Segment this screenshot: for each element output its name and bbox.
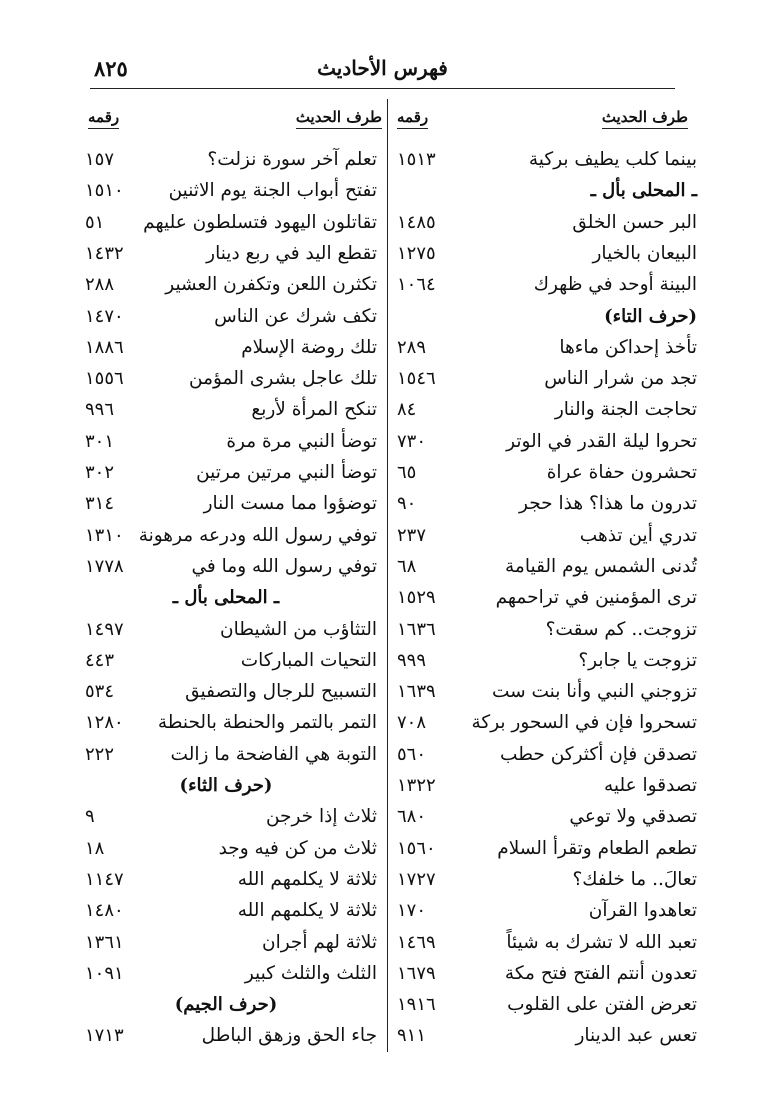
hadith-text: تقاتلون اليهود فتسلطون عليهم bbox=[143, 211, 377, 233]
hadith-entry bbox=[85, 364, 387, 394]
hadith-text: تعالَ.. ما خلفك؟ bbox=[572, 868, 697, 890]
hadith-number: ١٣٦١ bbox=[85, 931, 124, 953]
hadith-entry bbox=[387, 489, 697, 519]
hadith-text: البر حسن الخلق bbox=[572, 211, 697, 233]
hadith-entry bbox=[387, 896, 697, 926]
hadith-number: ١٨٨٦ bbox=[85, 336, 124, 358]
hadith-text: التحيات المباركات bbox=[240, 649, 377, 671]
hadith-number: ١٦٣٩ bbox=[397, 681, 436, 703]
page-title: فهرس الأحاديث bbox=[317, 56, 448, 80]
hadith-entry bbox=[387, 959, 697, 989]
hadith-text: تكف شرك عن الناس bbox=[214, 305, 377, 327]
hadith-number: ٧٣٠ bbox=[397, 430, 427, 452]
hadith-number: ٣٠٢ bbox=[85, 462, 115, 483]
hadith-number: ١٢٨٠ bbox=[85, 712, 124, 734]
hadith-entry bbox=[387, 521, 697, 551]
hadith-entry bbox=[387, 990, 697, 1020]
hadith-entry bbox=[387, 1021, 697, 1051]
hadith-number: ٢٣٧ bbox=[397, 524, 427, 546]
hadith-number: ١٠٩١ bbox=[85, 962, 124, 984]
hadith-entry bbox=[387, 395, 697, 425]
hadith-text: تعدون أنتم الفتح فتح مكة bbox=[504, 962, 697, 984]
hadith-text: تحشرون حفاة عراة bbox=[546, 462, 697, 483]
hadith-entry bbox=[85, 333, 387, 363]
hadith-entry bbox=[85, 740, 387, 770]
hadith-entry bbox=[85, 458, 387, 488]
hadith-text: تلك عاجل بشرى المؤمن bbox=[189, 368, 377, 390]
hadith-entry bbox=[387, 208, 697, 238]
hadith-entry bbox=[85, 865, 387, 895]
hadith-text: تعاهدوا القرآن bbox=[588, 900, 697, 922]
hadith-number: ٩ bbox=[85, 806, 95, 828]
hadith-entry bbox=[85, 708, 387, 738]
hadith-text: توفي رسول الله ودرعه مرهونة bbox=[138, 524, 377, 546]
hadith-entry bbox=[85, 802, 387, 832]
hadith-number: ٩٠ bbox=[397, 493, 417, 515]
hadith-entry bbox=[85, 521, 387, 551]
hadith-number: ٥٦٠ bbox=[397, 743, 427, 765]
hadith-number: ١٣٢٢ bbox=[397, 775, 436, 796]
hadith-entry bbox=[387, 364, 697, 394]
hadith-entry bbox=[387, 928, 697, 958]
hadith-number: ١٤٩٧ bbox=[85, 618, 124, 640]
hadith-text: تعرض الفتن على القلوب bbox=[507, 994, 697, 1016]
hadith-number: ١٥٤٦ bbox=[397, 368, 436, 390]
right-hadith-list bbox=[387, 0, 697, 1105]
hadith-entry bbox=[387, 427, 697, 457]
hadith-text: تفتح أبواب الجنة يوم الاثنين bbox=[168, 180, 377, 202]
hadith-number: ٥١ bbox=[85, 211, 105, 233]
hadith-number: ٦٨٠ bbox=[397, 806, 427, 828]
hadith-number: ٢٨٩ bbox=[397, 336, 427, 358]
hadith-text: التوبة هي الفاضحة ما زالت bbox=[170, 743, 377, 765]
hadith-number: ١٦٣٦ bbox=[397, 618, 436, 640]
hadith-entry bbox=[85, 677, 387, 707]
hadith-text: تنكح المرأة لأربع bbox=[251, 399, 377, 421]
hadith-number: ٥٣٤ bbox=[85, 681, 115, 703]
hadith-number: ٣١٤ bbox=[85, 493, 115, 515]
hadith-number: ١٥٥٦ bbox=[85, 368, 124, 390]
section-heading-text: (حرف الجيم) bbox=[174, 994, 278, 1016]
section-heading bbox=[85, 583, 387, 613]
hadith-text: ثلاثة لا يكلمهم الله bbox=[237, 900, 377, 922]
hadith-text: تزوجت يا جابر؟ bbox=[578, 649, 697, 671]
hadith-text: ثلاثة لا يكلمهم الله bbox=[237, 868, 377, 890]
hadith-text: تزوجني النبي وأنا بنت ست bbox=[491, 681, 697, 703]
hadith-text: توضأ النبي مرتين مرتين bbox=[196, 462, 377, 483]
hadith-entry bbox=[85, 552, 387, 582]
hadith-number: ٢٢٢ bbox=[85, 743, 115, 765]
hadith-text: تدري أين تذهب bbox=[579, 524, 697, 546]
section-heading bbox=[387, 302, 697, 332]
hadith-text: تعبد الله لا تشرك به شيئاً bbox=[506, 931, 697, 953]
hadith-entry bbox=[387, 615, 697, 645]
hadith-entry bbox=[387, 458, 697, 488]
hadith-entry bbox=[85, 646, 387, 676]
hadith-text: تعلم آخر سورة نزلت؟ bbox=[207, 149, 377, 170]
hadith-entry bbox=[85, 489, 387, 519]
hadith-entry bbox=[387, 239, 697, 269]
hadith-text: البيعان بالخيار bbox=[592, 242, 697, 264]
hadith-number: ١٠٦٤ bbox=[397, 274, 436, 296]
hadith-number: ٢٨٨ bbox=[85, 274, 115, 296]
hadith-text: التسبيح للرجال والتصفيق bbox=[185, 681, 377, 703]
hadith-text: الثلث والثلث كبير bbox=[244, 962, 377, 984]
hadith-text: توضأ النبي مرة مرة bbox=[226, 430, 377, 452]
hadith-entry bbox=[85, 176, 387, 206]
hadith-number: ٩٩٩ bbox=[397, 649, 427, 671]
hadith-number: ١٤٧٠ bbox=[85, 305, 124, 327]
hadith-number: ٦٨ bbox=[397, 555, 417, 577]
hadith-text: تصدقي ولا توعي bbox=[569, 806, 697, 828]
hadith-entry bbox=[85, 239, 387, 269]
hadith-entry bbox=[85, 834, 387, 864]
hadith-entry bbox=[85, 208, 387, 238]
hadith-text: تسحروا فإن في السحور بركة bbox=[471, 712, 697, 734]
hadith-entry bbox=[387, 677, 697, 707]
section-heading bbox=[85, 771, 387, 801]
hadith-text: بينما كلب يطيف بركية bbox=[528, 149, 697, 170]
hadith-text: ترى المؤمنين في تراحمهم bbox=[495, 587, 697, 609]
left-column-title-heading: طرف الحديث bbox=[296, 108, 382, 129]
hadith-entry bbox=[387, 802, 697, 832]
hadith-text: تصدقوا عليه bbox=[604, 775, 697, 796]
hadith-text: تزوجت.. كم سقت؟ bbox=[545, 618, 697, 640]
hadith-entry bbox=[387, 333, 697, 363]
hadith-entry bbox=[85, 145, 387, 175]
hadith-entry bbox=[387, 865, 697, 895]
hadith-text: تأخذ إحداكن ماءها bbox=[559, 336, 697, 358]
hadith-number: ٩٩٦ bbox=[85, 399, 115, 421]
hadith-entry bbox=[387, 145, 697, 175]
hadith-number: ١٤٨٠ bbox=[85, 900, 124, 922]
hadith-text: تصدقن فإن أكثركن حطب bbox=[500, 743, 697, 765]
hadith-text: ثلاث إذا خرجن bbox=[265, 806, 377, 828]
hadith-text: جاء الحق وزهق الباطل bbox=[201, 1025, 377, 1047]
hadith-text: تطعم الطعام وتقرأ السلام bbox=[497, 837, 697, 859]
hadith-entry bbox=[85, 959, 387, 989]
hadith-entry bbox=[387, 583, 697, 613]
page-number: ٨٢٥ bbox=[94, 56, 128, 81]
hadith-number: ٩١١ bbox=[397, 1025, 427, 1047]
section-heading bbox=[85, 990, 387, 1020]
hadith-text: التثاؤب من الشيطان bbox=[220, 618, 377, 640]
hadith-number: ١٥١٣ bbox=[397, 149, 436, 170]
hadith-number: ١٩١٦ bbox=[397, 994, 436, 1016]
hadith-number: ١٢٧٥ bbox=[397, 242, 436, 264]
hadith-entry bbox=[85, 427, 387, 457]
hadith-number: ٤٤٣ bbox=[85, 649, 115, 671]
hadith-number: ٧٠٨ bbox=[397, 712, 427, 734]
hadith-entry bbox=[85, 302, 387, 332]
hadith-text: تُدنى الشمس يوم القيامة bbox=[505, 555, 697, 577]
hadith-text: تلك روضة الإسلام bbox=[241, 336, 377, 358]
hadith-text: تحروا ليلة القدر في الوتر bbox=[506, 430, 697, 452]
hadith-number: ١٧١٣ bbox=[85, 1025, 124, 1047]
section-heading-text: (حرف التاء) bbox=[604, 305, 697, 327]
left-column-number-heading: رقمه bbox=[88, 108, 119, 129]
right-column-title-heading: طرف الحديث bbox=[602, 108, 688, 129]
hadith-text: التمر بالتمر والحنطة بالحنطة bbox=[157, 712, 377, 734]
hadith-number: ١٧٢٧ bbox=[397, 868, 436, 890]
hadith-entry bbox=[85, 1021, 387, 1051]
hadith-entry bbox=[85, 928, 387, 958]
hadith-text: تحاجت الجنة والنار bbox=[554, 399, 697, 421]
hadith-number: ١٤٦٩ bbox=[397, 931, 436, 953]
hadith-number: ١٦٧٩ bbox=[397, 962, 436, 984]
hadith-text: تجد من شرار الناس bbox=[544, 368, 697, 390]
hadith-number: ١٣١٠ bbox=[85, 524, 124, 546]
hadith-number: ١١٤٧ bbox=[85, 868, 124, 890]
hadith-entry bbox=[85, 395, 387, 425]
hadith-entry bbox=[85, 270, 387, 300]
hadith-entry bbox=[387, 771, 697, 801]
hadith-number: ١٥١٠ bbox=[85, 180, 124, 202]
hadith-number: ١٤٨٥ bbox=[397, 211, 436, 233]
section-heading-text: ـ المحلى بأل ـ bbox=[590, 180, 697, 202]
left-hadith-list bbox=[85, 0, 387, 1105]
hadith-number: ٣٠١ bbox=[85, 430, 115, 452]
hadith-text: البينة أوحد في ظهرك bbox=[533, 274, 697, 296]
hadith-text: تقطع اليد في ربع دينار bbox=[206, 242, 377, 264]
hadith-number: ١٨ bbox=[85, 837, 105, 859]
hadith-entry bbox=[387, 708, 697, 738]
section-heading bbox=[387, 176, 697, 206]
hadith-number: ١٧٧٨ bbox=[85, 555, 124, 577]
hadith-text: تعس عبد الدينار bbox=[575, 1025, 697, 1047]
hadith-number: ٦٥ bbox=[397, 462, 417, 483]
hadith-text: ثلاث من كن فيه وجد bbox=[218, 837, 377, 859]
hadith-number: ١٥٦٠ bbox=[397, 837, 436, 859]
hadith-number: ٨٤ bbox=[397, 399, 417, 421]
hadith-number: ١٧٠ bbox=[397, 900, 427, 922]
hadith-text: ثلاثة لهم أجران bbox=[261, 931, 377, 953]
hadith-number: ١٥٢٩ bbox=[397, 587, 436, 609]
hadith-number: ١٤٣٢ bbox=[85, 242, 124, 264]
hadith-entry bbox=[85, 896, 387, 926]
hadith-entry bbox=[387, 270, 697, 300]
right-column-number-heading: رقمه bbox=[397, 108, 428, 129]
hadith-entry bbox=[387, 646, 697, 676]
hadith-text: تكثرن اللعن وتكفرن العشير bbox=[165, 274, 377, 296]
hadith-entry bbox=[85, 615, 387, 645]
hadith-text: توفي رسول الله وما في bbox=[191, 555, 377, 577]
hadith-entry bbox=[387, 834, 697, 864]
hadith-entry bbox=[387, 552, 697, 582]
section-heading-text: ـ المحلى بأل ـ bbox=[172, 587, 280, 609]
hadith-number: ١٥٧ bbox=[85, 149, 115, 170]
hadith-text: تدرون ما هذا؟ هذا حجر bbox=[519, 493, 697, 515]
section-heading-text: (حرف الثاء) bbox=[179, 775, 273, 796]
hadith-text: توضؤوا مما مست النار bbox=[203, 493, 377, 515]
hadith-entry bbox=[387, 740, 697, 770]
